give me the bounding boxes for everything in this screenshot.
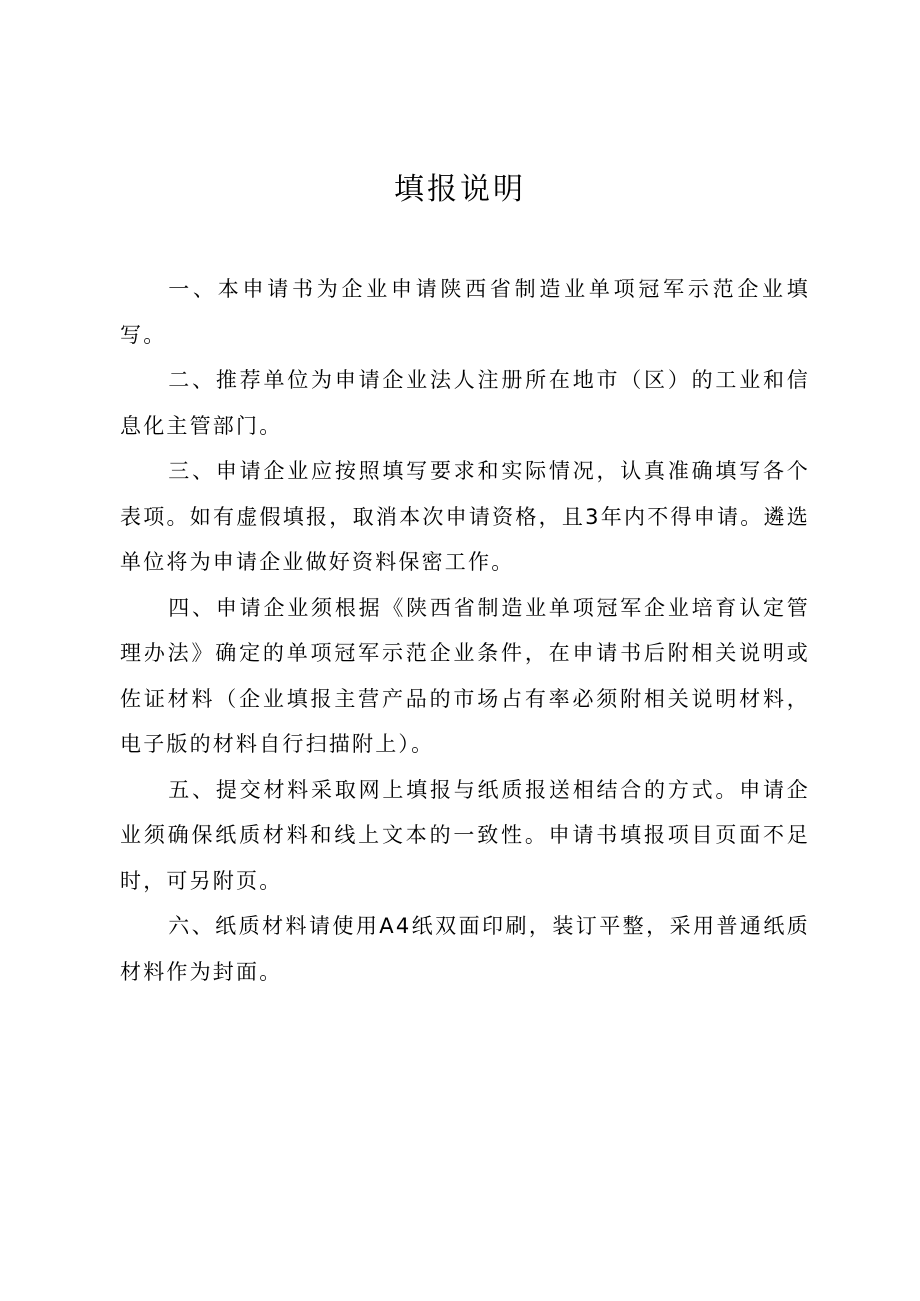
instruction-paragraph-2: 二、推荐单位为申请企业法人注册所在地市（区）的工业和信息化主管部门。	[120, 368, 810, 438]
instruction-paragraph-4: 四、申请企业须根据《陕西省制造业单项冠军企业培育认定管理办法》确定的单项冠军示范企业条件，在申请书后附相关说明或佐证材料（企业填报主营产品的市场占有率必须附相关说明材料，电子版的材料自行扫描附上）。	[120, 595, 810, 756]
instruction-paragraph-5: 五、提交材料采取网上填报与纸质报送相结合的方式。申请企业须确保纸质材料和线上文本的一致性。申请书填报项目页面不足时，可另附页。	[120, 777, 810, 893]
instruction-paragraph-1: 一、本申请书为企业申请陕西省制造业单项冠军示范企业填写。	[120, 277, 810, 347]
page-title: 填报说明	[394, 172, 526, 207]
instruction-paragraph-3: 三、申请企业应按照填写要求和实际情况，认真准确填写各个表项。如有虚假填报，取消本次申请资格，且3年内不得申请。遴选单位将为申请企业做好资料保密工作。	[120, 459, 810, 574]
instructions-body	[120, 267, 810, 995]
instruction-paragraph-6: 六、纸质材料请使用A4纸双面印刷，装订平整，采用普通纸质材料作为封面。	[120, 914, 810, 984]
